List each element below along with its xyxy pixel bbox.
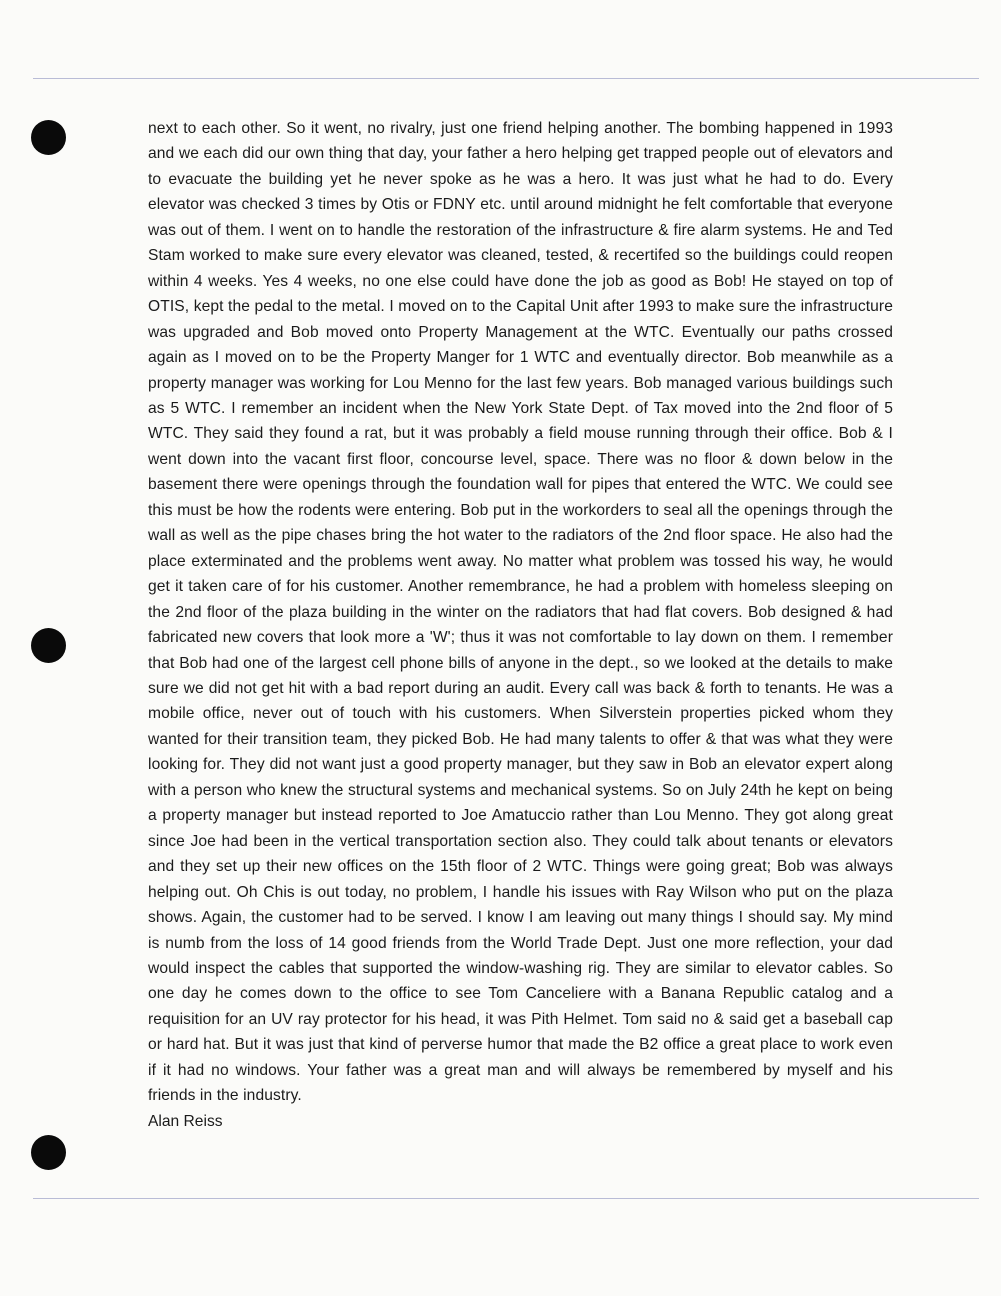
- punch-hole-top: [31, 120, 66, 155]
- signature: Alan Reiss: [148, 1112, 223, 1130]
- punch-hole-middle: [31, 628, 66, 663]
- punch-hole-bottom: [31, 1135, 66, 1170]
- header-rule-line: [33, 78, 979, 79]
- footer-rule-line: [33, 1198, 979, 1199]
- letter-body: next to each other. So it went, no rivalry, just one friend helping another. The bombing happened in 1993 and we each did our own thing that day, your father a hero helping get trapped people out of elevators and to evacuate the building yet he never spoke as he was a hero. It was just what he had to do. Every elevator was checked 3 times by Otis or FDNY etc. until around midnight he felt comfortable that everyone was out of them. I went on to handle the restoration of the infrastructure & fire alarm systems. He and Ted Stam worked to make sure every elevator was cleaned, tested, & recertifed so the buildings could reopen within 4 weeks. Yes 4 weeks, no one else could have done the job as good as Bob! He stayed on top of OTIS, kept the pedal to the metal. I moved on to the Capital Unit after 1993 to make sure the infrastructure was upgraded and Bob moved onto Property Management at the WTC. Eventually our paths crossed again as I moved on to be the Property Manger for 1 WTC and eventually director. Bob meanwhile as a property manager was working for Lou Menno for the last few years. Bob managed various buildings such as 5 WTC. I remember an incident when the New York State Dept. of Tax moved into the 2nd floor of 5 WTC. They said they found a rat, but it was probably a field mouse running through their office. Bob & I went down into the vacant first floor, concourse level, space. There was no floor & down below in the basement there were openings through the foundation wall for pipes that entered the WTC. We could see this must be how the rodents were entering. Bob put in the workorders to seal all the openings through the wall as well as the pipe chases bring the hot water to the radiators of the 2nd floor space. He also had the place exterminated and the problems went away. No matter what problem was tossed his way, he would get it taken care of for his customer. Another remembrance, he had a problem with homeless sleeping on the 2nd floor of the plaza building in the winter on the radiators that had flat covers. Bob designed & had fabricated new covers that look more a 'W'; thus it was not comfortable to lay down on them. I remember that Bob had one of the largest cell phone bills of anyone in the dept., so we looked at the details to make sure we did not get hit with a bad report during an audit. Every call was back & forth to tenants. He was a mobile office, never out of touch with his customers. When Silverstein properties picked whom they wanted for their transition team, they picked Bob. He had many talents to offer & that was what they were looking for. They did not want just a good property manager, but they saw in Bob an elevator expert along with a person who knew the structural systems and mechanical systems. So on July 24th he kept on being a property manager but instead reported to Joe Amatuccio rather than Lou Menno. They got along great since Joe had been in the vertical transportation section also. They could talk about tenants or elevators and they set up their new offices on the 15th floor of 2 WTC. Things were going great; Bob was always helping out. Oh Chis is out today, no problem, I handle his issues with Ray Wilson who put on the plaza shows. Again, the customer had to be served. I know I am leaving out many things I should say. My mind is numb from the loss of 14 good friends from the World Trade Dept. Just one more reflection, your dad would inspect the cables that supported the window-washing rig. They are similar to elevator cables. So one day he comes down to the office to see Tom Canceliere with a Banana Republic catalog and a requisition for an UV ray protector for his head, it was Pith Helmet. Tom said no & said get a baseball cap or hard hat. But it was just that kind of perverse humor that made the B2 office a great place to work even if it had no windows. Your father was a great man and will always be remembered by myself and his friends in the industry.: [148, 120, 893, 1105]
- letter-content: [148, 116, 893, 1134]
